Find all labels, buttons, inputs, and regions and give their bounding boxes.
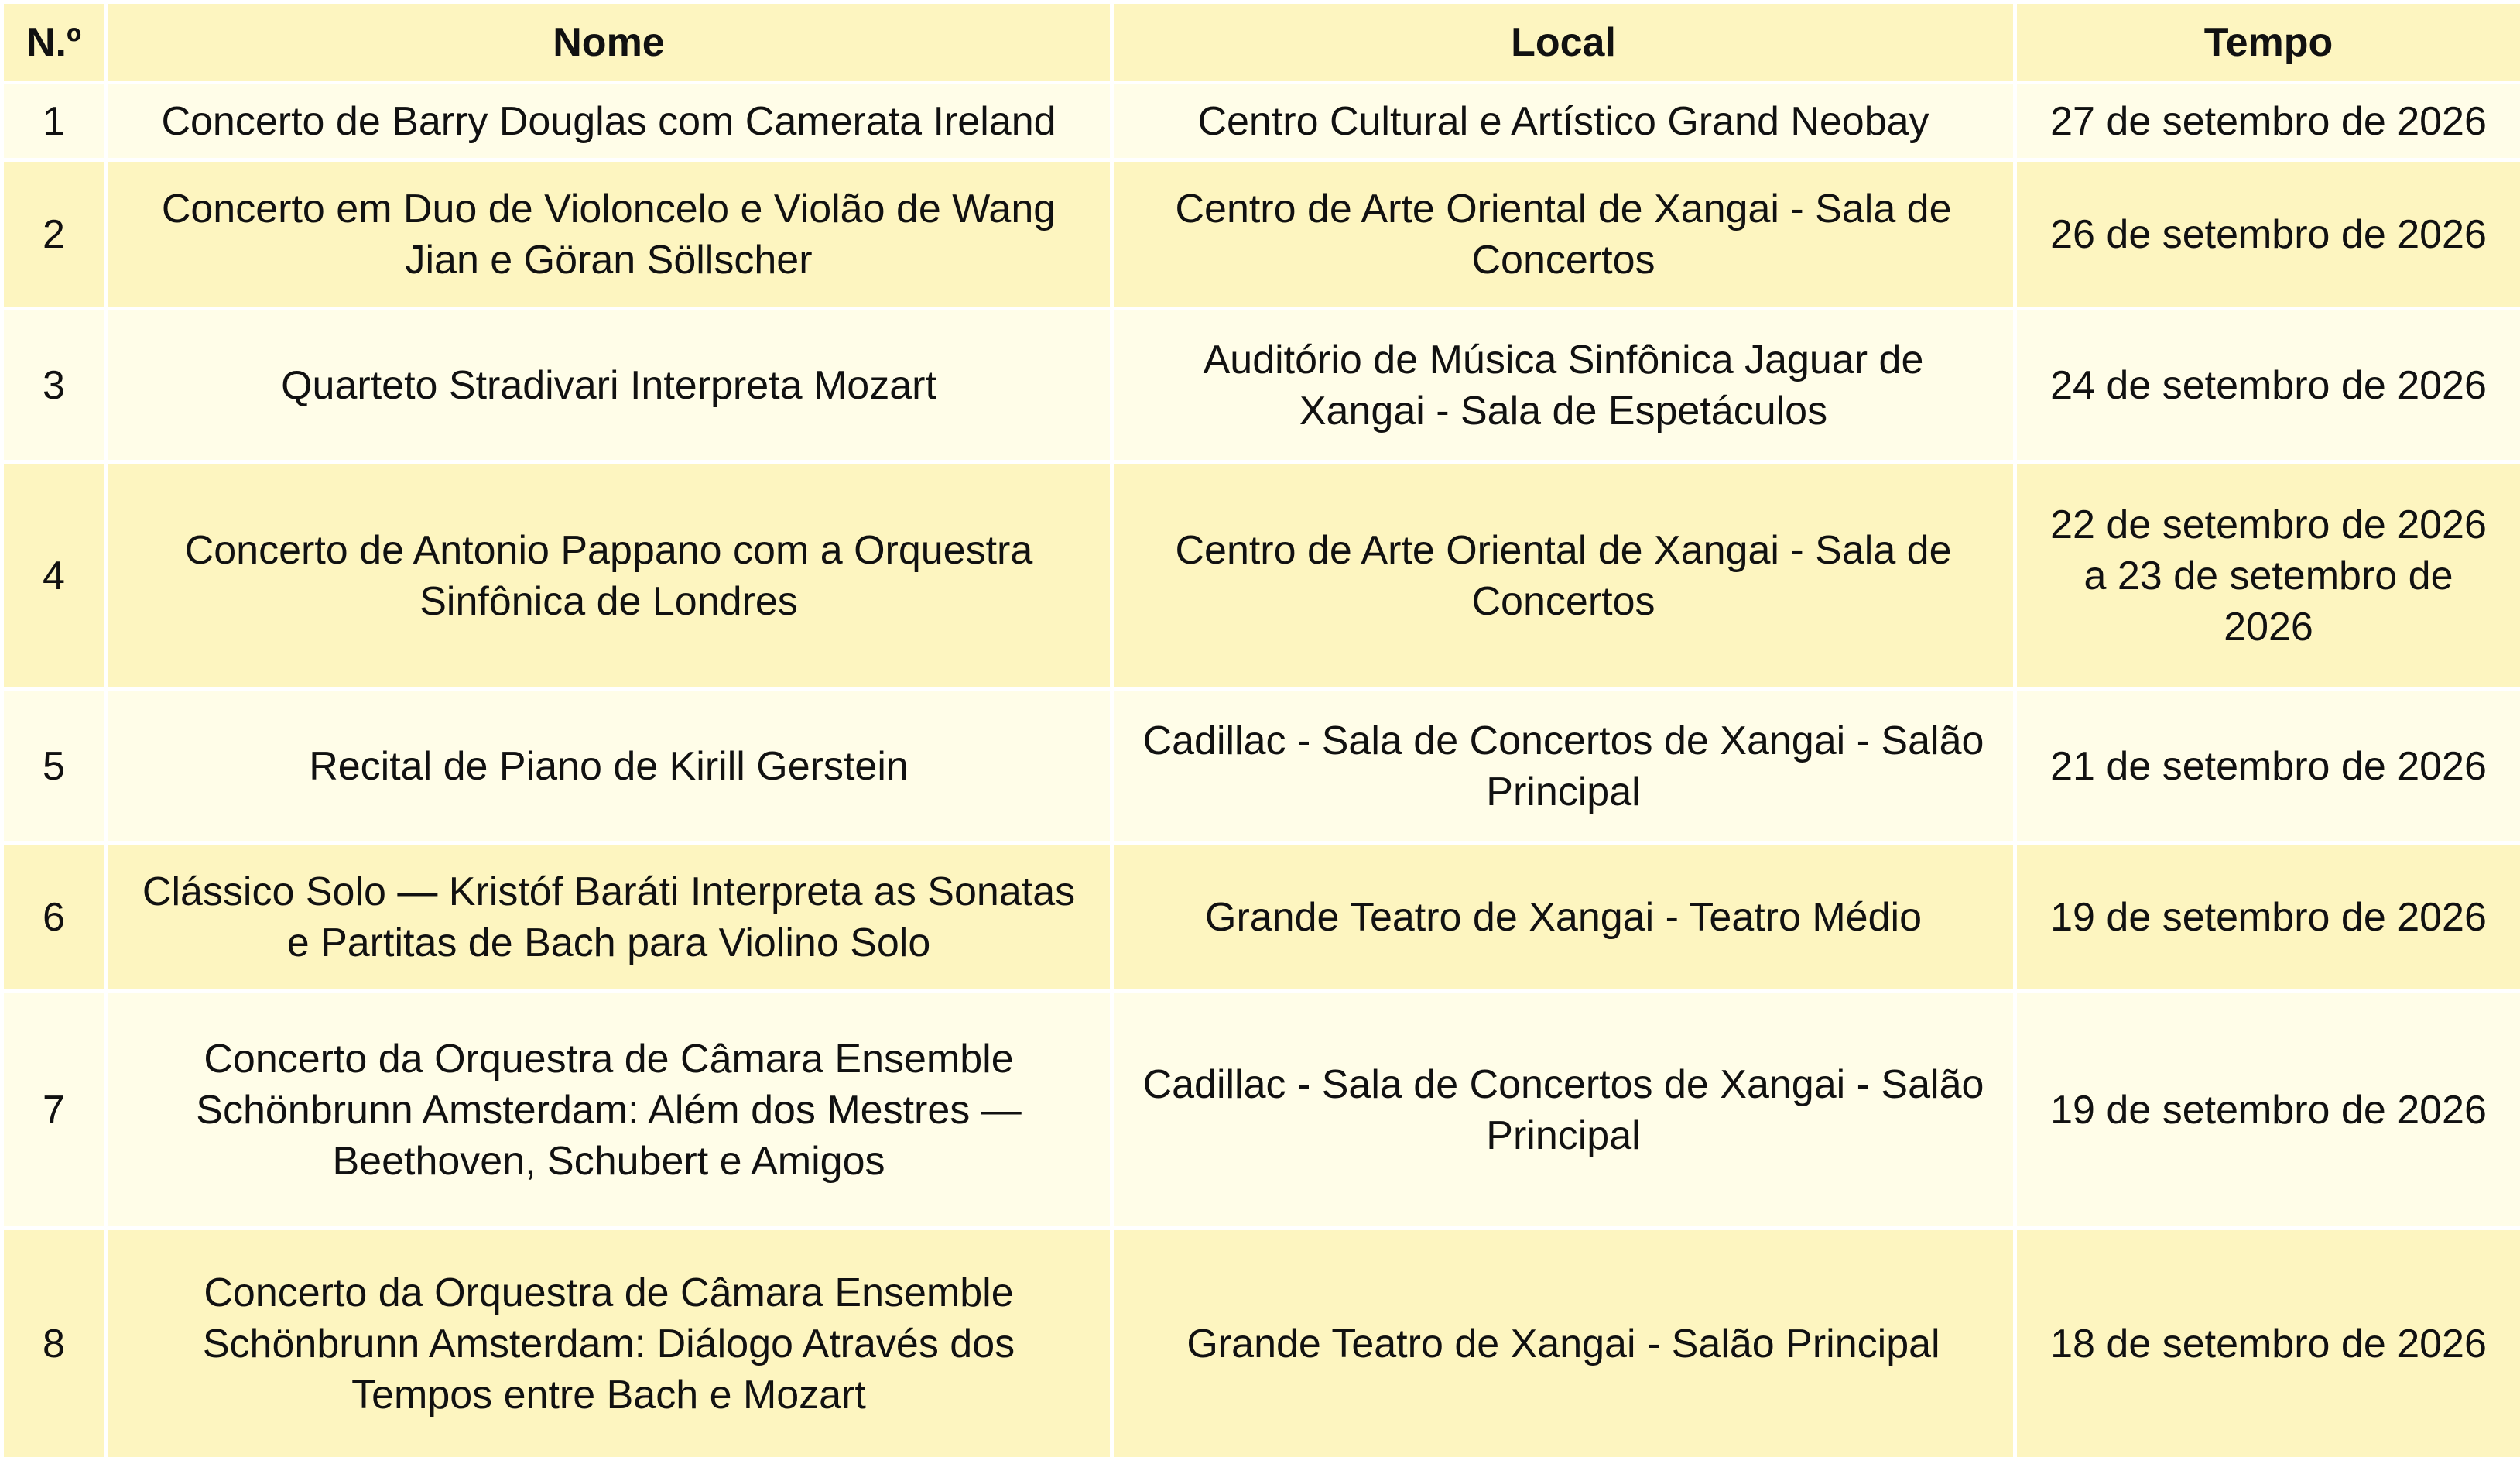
cell-name: Concerto da Orquestra de Câmara Ensemble Schönbrunn Amsterdam: Diálogo Através dos Tempos entre Bach e Mozart [106,1229,1112,1459]
header-name: Nome [106,2,1112,83]
cell-time: 22 de setembro de 2026 a 23 de setembro de 2026 [2015,462,2520,690]
cell-local: Grande Teatro de Xangai - Salão Principal [1112,1229,2015,1459]
cell-name: Concerto da Orquestra de Câmara Ensemble Schönbrunn Amsterdam: Além dos Mestres — Beethoven, Schubert e Amigos [106,992,1112,1229]
table-row [2,843,2520,992]
cell-num: 2 [2,160,106,309]
cell-num: 6 [2,843,106,992]
table-row [2,992,2520,1229]
cell-time: 19 de setembro de 2026 [2015,992,2520,1229]
header-num: N.º [2,2,106,83]
cell-num: 3 [2,309,106,462]
cell-num: 4 [2,462,106,690]
cell-local: Cadillac - Sala de Concertos de Xangai - Salão Principal [1112,690,2015,843]
table-row [2,309,2520,462]
cell-local: Cadillac - Sala de Concertos de Xangai - Salão Principal [1112,992,2015,1229]
table-row [2,1229,2520,1459]
table-row [2,160,2520,309]
header-time: Tempo [2015,2,2520,83]
cell-local: Centro de Arte Oriental de Xangai - Sala de Concertos [1112,462,2015,690]
cell-time: 18 de setembro de 2026 [2015,1229,2520,1459]
cell-local: Auditório de Música Sinfônica Jaguar de Xangai - Sala de Espetáculos [1112,309,2015,462]
cell-local: Centro Cultural e Artístico Grand Neobay [1112,83,2015,160]
cell-name: Quarteto Stradivari Interpreta Mozart [106,309,1112,462]
header-local: Local [1112,2,2015,83]
cell-time: 27 de setembro de 2026 [2015,83,2520,160]
cell-name: Concerto de Barry Douglas com Camerata Ireland [106,83,1112,160]
cell-name: Concerto em Duo de Violoncelo e Violão de Wang Jian e Göran Söllscher [106,160,1112,309]
table-row [2,462,2520,690]
cell-local: Centro de Arte Oriental de Xangai - Sala de Concertos [1112,160,2015,309]
table-row [2,83,2520,160]
cell-name: Concerto de Antonio Pappano com a Orquestra Sinfônica de Londres [106,462,1112,690]
cell-name: Clássico Solo — Kristóf Baráti Interpreta as Sonatas e Partitas de Bach para Violino Solo [106,843,1112,992]
header-row [2,2,2520,83]
cell-num: 1 [2,83,106,160]
cell-local: Grande Teatro de Xangai - Teatro Médio [1112,843,2015,992]
table-row [2,690,2520,843]
cell-name: Recital de Piano de Kirill Gerstein [106,690,1112,843]
cell-time: 21 de setembro de 2026 [2015,690,2520,843]
cell-time: 24 de setembro de 2026 [2015,309,2520,462]
cell-num: 7 [2,992,106,1229]
cell-time: 26 de setembro de 2026 [2015,160,2520,309]
cell-num: 8 [2,1229,106,1459]
cell-num: 5 [2,690,106,843]
cell-time: 19 de setembro de 2026 [2015,843,2520,992]
